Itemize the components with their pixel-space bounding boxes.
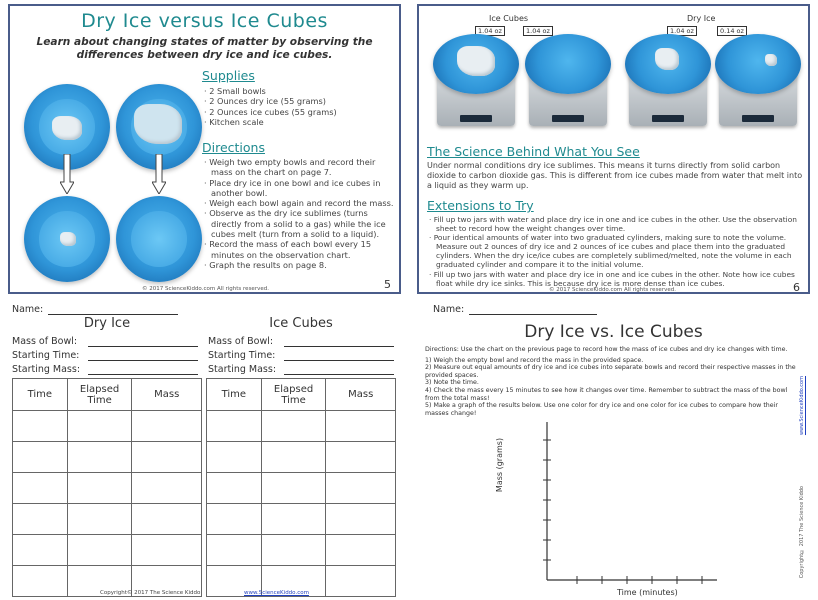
science-heading: The Science Behind What You See [427,144,640,159]
table-row[interactable] [13,535,202,566]
graph-directions [425,346,797,417]
bowl-dry-ice-on-scale [625,34,711,94]
dry-ice-label: Dry Ice [687,14,716,23]
list-item: · 2 Ounces ice cubes (55 grams) [204,107,394,117]
bowl-ice-cubes-on-scale [433,34,519,94]
table-header-row [13,379,202,411]
table-row[interactable] [13,504,202,535]
weight-tag: 1.04 oz [523,26,553,36]
mass-of-bowl-label: Mass of Bowl: [12,336,78,347]
page-8-graph-sheet [417,300,810,598]
list-item: · Weigh two empty bowls and record their mass on the chart on page 7. [204,157,396,178]
bowl-sublimed-on-scale [715,34,801,94]
starting-mass-label: Starting Mass: [12,364,81,375]
blank-graph[interactable] [517,420,757,590]
dry-ice-heading: Dry Ice [83,316,131,331]
dry-ice-starting-time-field[interactable] [88,360,198,361]
table-row[interactable] [207,504,396,535]
column-header: Mass [326,379,396,411]
table-header-row [207,379,396,411]
weight-tag: 0.14 oz [717,26,747,36]
table-row[interactable] [13,411,202,442]
bowl-dry-ice-sublimed-photo [116,196,202,282]
dry-ice-mass-of-bowl-field[interactable] [88,346,198,347]
list-item: · Observe as the dry ice sublimes (turns directly from a solid to a gas) while the ice cubes melt (turn from a solid to a liquid). [204,208,396,239]
ice-cubes-starting-time-field[interactable] [284,360,394,361]
page-6-panel [417,4,810,294]
page-number: 5 [384,278,391,291]
table-row[interactable] [207,535,396,566]
table-row[interactable] [207,442,396,473]
page-number: 6 [793,281,800,294]
ice-cubes-mass-of-bowl-field[interactable] [284,346,394,347]
column-header: Mass [132,379,202,411]
side-copyright: Copyright© 2017 The Science Kiddo [799,486,805,579]
mass-of-bowl-label: Mass of Bowl: [208,336,274,347]
column-header: Elapsed Time [261,379,326,411]
dry-ice-observation-table [12,378,202,597]
list-item: · Graph the results on page 8. [204,260,396,270]
down-arrow-icon [152,154,166,194]
list-item: · Record the mass of each bowl every 15 minutes on the observation chart. [204,239,396,260]
y-axis-label: Mass (grams) [495,437,504,493]
directions-heading: Directions [202,140,265,155]
supplies-list [204,86,394,127]
ice-cubes-heading: Ice Cubes [269,316,333,331]
table-row[interactable] [13,473,202,504]
column-header: Elapsed Time [67,379,132,411]
directions-intro: Directions: Use the chart on the previous page to record how the mass of ice cubes and dry ice changes with time. [425,346,788,353]
supplies-heading: Supplies [202,68,255,83]
list-item: 5) Make a graph of the results below. Use one color for dry ice and one color for ice cubes to compare how their masses change! [425,402,779,417]
column-header: Time [207,379,262,411]
name-label: Name: [12,304,44,315]
starting-time-label: Starting Time: [208,350,276,361]
page-5-subtitle: Learn about changing states of matter by observing the differences between dry ice and ice cubes. [36,36,373,61]
list-item: 2) Measure out equal amounts of dry ice and ice cubes into separate bowls and record their respective masses in the provided spaces. [425,364,796,379]
table-row[interactable] [207,411,396,442]
down-arrow-icon [60,154,74,194]
list-item: 3) Note the time. [425,379,479,387]
name-label: Name: [433,304,465,315]
page-5-panel [8,4,401,294]
list-item: · 2 Small bowls [204,86,394,96]
list-item: 4) Check the mass every 15 minutes to see how it changes over time. Remember to subtract the mass of the bowl from the total mass! [425,386,788,402]
list-item: · Weigh each bowl again and record the mass. [204,198,396,208]
column-header: Time [13,379,68,411]
table-row[interactable] [207,473,396,504]
page-7-copyright: Copyright© 2017 The Science Kiddo [100,590,201,596]
starting-time-label: Starting Time: [12,350,80,361]
page-5-title: Dry Ice versus Ice Cubes [81,10,328,32]
list-item: · Place dry ice in one bowl and ice cubes in another bowl. [204,178,396,199]
list-item: 1) Weigh the empty bowl and record the mass in the provided space. [425,356,644,364]
table-row[interactable] [13,442,202,473]
ice-cubes-observation-table [206,378,396,597]
extensions-heading: Extensions to Try [427,198,534,213]
weight-tag: 1.04 oz [667,26,697,36]
directions-list [204,157,396,270]
list-item: · 2 Ounces dry ice (55 grams) [204,96,394,106]
list-item: · Fill up two jars with water and place dry ice in one and ice cubes in the other. Use the observation sheet to record how the weight changes over time. [429,215,803,233]
weight-tag: 1.04 oz [475,26,505,36]
science-kiddo-link[interactable]: www.ScienceKiddo.com [244,590,309,596]
extensions-list [429,215,803,288]
dry-ice-starting-mass-field[interactable] [88,374,198,375]
name-field[interactable] [469,314,597,315]
page-7-observation-sheet [8,300,401,598]
list-item: · Fill up two jars with water and place dry ice in one and ice cubes in the other. Note how ice cubes float while dry ice sinks. This is because dry ice is more dense than ice cubes. [429,270,803,288]
ice-cubes-label: Ice Cubes [489,14,529,23]
ice-cubes-starting-mass-field[interactable] [284,374,394,375]
page-8-title: Dry Ice vs. Ice Cubes [524,322,703,342]
bowl-ice-melted-photo [24,196,110,282]
list-item: · Kitchen scale [204,117,394,127]
science-text: Under normal conditions dry ice sublimes. This means it turns directly from solid carbon dioxide to carbon dioxide gas. This is different from ice cubes made from water that melt into a liquid as they warm up. [427,161,803,190]
x-axis-label: Time (minutes) [617,588,678,597]
starting-mass-label: Starting Mass: [208,364,277,375]
bowl-melted-on-scale [525,34,611,94]
side-link[interactable]: www.ScienceKiddo.com [799,376,805,436]
list-item: · Pour identical amounts of water into two graduated cylinders, making sure to note the volume. Measure out 2 ounces of dry ice and 2 ounces of ice cubes and place them into the graduated cylinders. When the dry ice/ice cubes are completely sublimed/melted, note the volume in each graduated cylinder and compare it to the initial volume. [429,233,803,269]
name-field[interactable] [48,314,178,315]
page-6-copyright: © 2017 ScienceKiddo.com All rights reserved. [549,287,676,293]
page-5-copyright: © 2017 ScienceKiddo.com All rights reserved. [142,286,269,292]
